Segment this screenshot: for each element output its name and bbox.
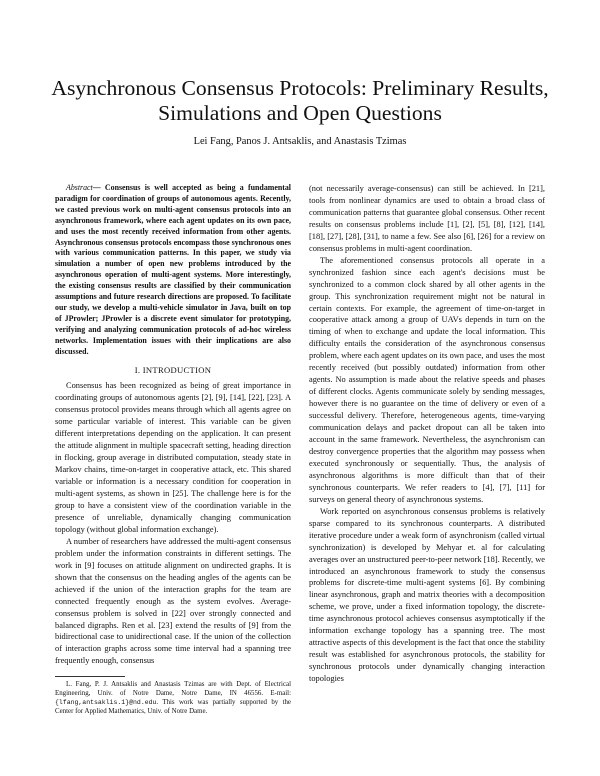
author-list: Lei Fang, Panos J. Antsaklis, and Anastasis Tzimas: [193, 136, 407, 147]
abstract-label: Abstract: [66, 183, 93, 192]
paper-title: [40, 76, 560, 126]
right-paragraph-1: (not necessarily average-consensus) can still be achieved. In [21], tools from nonlinear dynamics are used to obtain a broad class of communication patterns that guarantee global consensus. Other recent results on consensus problems include [1], [2], [5], [8], [12], [14], [18], [27], [28], [31], to name a few. See also [6], [26] for a review on consensus problems in multi-agent coordination.: [309, 184, 545, 253]
right-paragraph-2: The aforementioned consensus protocols all operate in a synchronized fashion since each agent's decisions must be synchronized to a common clock shared by all other agents in the group. This synchronization requirement might not be natural in certain contexts. For example, the agreement of time-on-target in cooperative attack among a group of UAVs depends in turn on the timing of when to exchange and update the local information. This difficulty entails the consideration of the asynchronous consensus problem, where each agent updates on its own pace, and uses the most recently received (but possibly outdated) information from other agents. No assumption is made about the relative speeds and phases of different clocks. Agents communicate solely by sending messages, however there is no guarantee on the time of delivery or even of a successful delivery. Therefore, heterogeneous agents, time-varying communication delays and packet dropout can all be taken into account in the same framework. Nevertheless, the asynchronism can destroy convergence properties that the algorithm may possess when executed synchronously or sequentially. Thus, the analysis of asynchronous algorithms is more difficult than that of their synchronous counterparts. We refer readers to [4], [7], [11] for surveys on general theory of asynchronous systems.: [309, 255, 545, 504]
abstract-body: — Consensus is well accepted as being a fundamental paradigm for coordination of groups of autonomous agents. Recently, we casted previous work on multi-agent consensus protocols into an asynchronous framework, where each agent updates on its own pace, and uses the most recently received information from other agents. Asynchronous consensus protocols encompass those synchronous ones with various communication patterns. In this paper, we study via simulation a number of open new problems introduced by the asynchronous operation of multi-agent systems. More interestingly, the existing consensus results are classified by their communication assumptions and future research directions are proposed. To facilitate our study, we develop a multi-vehicle simulator in Java, built on top of JProwler; JProwler is a discrete event simulator for prototyping, verifying and analyzing communication protocols of ad-hoc wireless networks. Implementation issues with their implications are also discussed.: [55, 183, 291, 356]
left-column: [55, 183, 291, 716]
footnote-email: {lfang,antsaklis.1}@nd.edu: [55, 699, 157, 707]
author-footnote: [55, 680, 291, 716]
title-line-2: Simulations and Open Questions: [158, 101, 442, 125]
intro-paragraph-2: A number of researchers have addressed the multi-agent consensus problem under the information constraints in different settings. The work in [9] focuses on attitude alignment on undirected graphs. It is shown that the consensus on the heading angles of the agents can be achieved if the union of the interaction graphs for the team are connected frequently enough as the system evolves. Average-consensus problem is solved in [22] over strongly connected and balanced digraphs. Ren et al. [23] extend the results of [9] from the bidirectional case to unidirectional case. If the union of the collection of interaction graphs across some time interval had a spanning tree frequently enough, consensus: [55, 536, 291, 666]
footnote-tail: . This work was partially supported by the Center for Applied Mathematics, Univ. of Notre Dame.: [55, 699, 291, 716]
right-paragraph-3: Work reported on asynchronous consensus problems is relatively sparse compared to its synchronous counterparts. A distributed iterative procedure under a weak form of asynchronism (called virtual synchronization) is developed by Mehyar et. al for calculating averages over an unstructured peer-to-peer network [18]. Recently, we introduced an asynchronous framework to study the consensus problems for discrete-time multi-agent systems [6]. By combining linear asynchronous, graph and matrix theories with a decomposition scheme, we prove, under a fixed information topology, the discrete-time asynchronous protocol achieves consensus asymptotically if the information exchange topology has a spanning tree. The most attractive aspects of this development is the fact that once the stability result was established for asynchronous protocols, the stability for synchronous protocols under dynamically changing interaction topologies: [309, 506, 546, 684]
title-line-1: Asynchronous Consensus Protocols: Preliminary Results,: [51, 76, 549, 100]
section-heading-introduction: I. INTRODUCTION: [134, 364, 212, 375]
abstract: [55, 183, 291, 358]
intro-paragraph-1: Consensus has been recognized as being of great importance in coordinating groups of autonomous agents [2], [9], [14], [22], [23]. A consensus protocol provides means through which all agents agree on some particular variable of interest. This variable can be given different interpretations depending on the application. It can present the attitude alignment in multiple spacecraft setting, heading direction in flocking, group average in distributed computation, steady state in Markov chains, time-on-target in cooperative attack, etc. This shared variable or information is a necessary condition for cooperation in multi-agent systems, as shown in [25]. The challenge here is for the group to have a consistent view of the coordination variable in the presence of unreliable, dynamically changing communication topology (without global information exchange).: [55, 381, 291, 534]
footnote-divider: [55, 676, 125, 677]
footnote-text: L. Fang, P. J. Antsaklis and Anastasis Tzimas are with Dept. of Electrical Engineering, Univ. of Notre Dame, Notre Dame, IN 46556. E-mail:: [55, 681, 291, 698]
right-column: [309, 183, 545, 685]
